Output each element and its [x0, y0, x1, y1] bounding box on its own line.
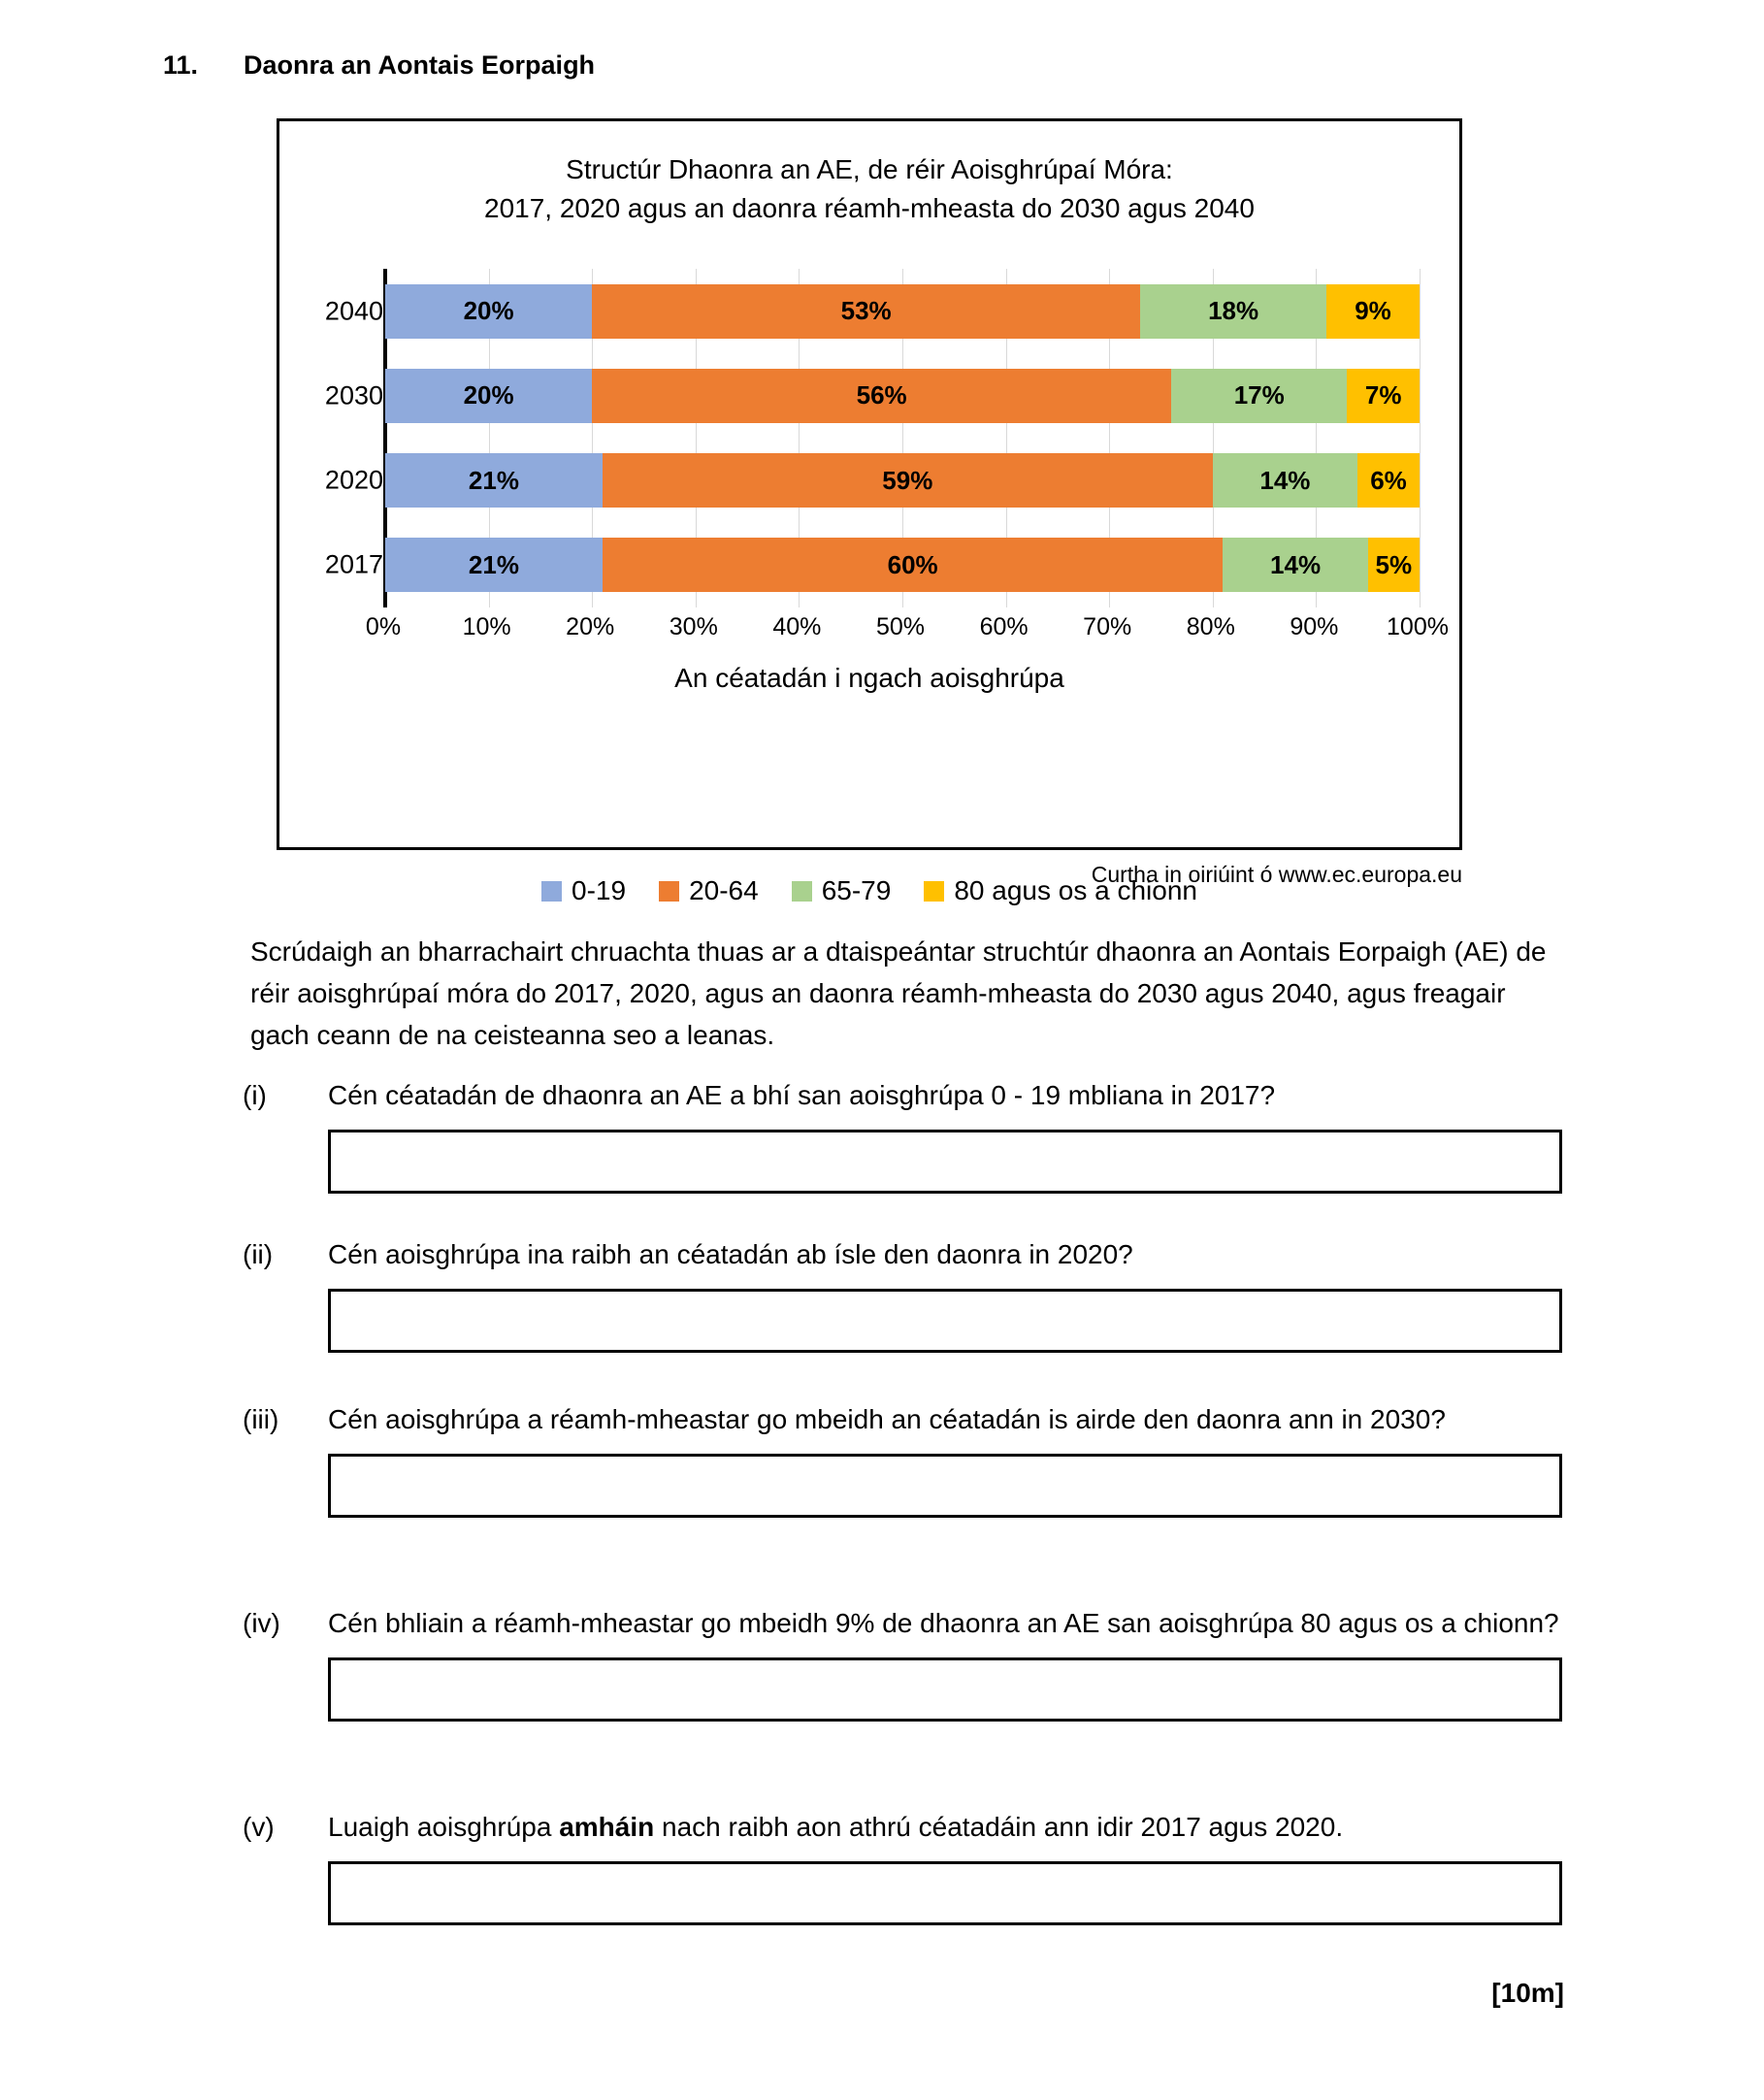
- question-text: Cén céatadán de dhaonra an AE a bhí san aoisghrúpa 0 - 19 mbliana in 2017?: [328, 1080, 1276, 1110]
- answer-box-ii[interactable]: [328, 1289, 1562, 1353]
- legend-label: 80 agus os a chionn: [954, 875, 1197, 905]
- bar-segment: 20%: [385, 284, 592, 339]
- category-label-2020: 2020: [324, 465, 383, 495]
- legend-label: 0-19: [572, 875, 627, 905]
- x-tick-label-80: 80%: [1186, 613, 1235, 640]
- question-label: (iv): [243, 1608, 280, 1638]
- bar-segment: 17%: [1171, 369, 1347, 423]
- question-text: Cén aoisghrúpa a réamh-mheastar go mbeidh an céatadán is airde den daonra ann in 2030?: [328, 1404, 1446, 1434]
- legend-label: 20-64: [689, 875, 759, 905]
- category-label-2040: 2040: [324, 296, 383, 326]
- x-tick-label-10: 10%: [462, 613, 511, 640]
- question-item-iv: [243, 1603, 1562, 1722]
- x-tick-label-20: 20%: [566, 613, 615, 640]
- answer-box-v[interactable]: [328, 1861, 1562, 1925]
- bar-segment: 21%: [385, 538, 603, 592]
- bar-segment: 20%: [385, 369, 592, 423]
- question-text-before-bold: Luaigh aoisghrúpa: [328, 1812, 560, 1842]
- bar-segment: 21%: [385, 453, 603, 508]
- answer-box-i[interactable]: [328, 1130, 1562, 1194]
- question-label: (i): [243, 1080, 267, 1110]
- category-label-2030: 2030: [324, 380, 383, 410]
- x-tick-label-90: 90%: [1290, 613, 1339, 640]
- question-label: (ii): [243, 1239, 274, 1269]
- chart-title-line-1: Structúr Dhaonra an AE, de réir Aoisghrúpaí Móra:: [566, 154, 1173, 184]
- question-line: [243, 1807, 1562, 1848]
- x-tick-label-70: 70%: [1083, 613, 1132, 640]
- bar-segment: 6%: [1357, 453, 1420, 508]
- question-item-iii: [243, 1399, 1562, 1518]
- question-text: [328, 1807, 1562, 1848]
- marks-allocation: [10m]: [1491, 1978, 1564, 2008]
- bar-segment: 14%: [1223, 538, 1367, 592]
- question-text-bold: amháin: [559, 1812, 655, 1842]
- bar-row-2020: [385, 453, 1420, 508]
- question-line: [243, 1234, 1562, 1275]
- chart-source: Curtha in oiriúint ó www.ec.europa.eu: [1091, 862, 1462, 887]
- x-tick-label-40: 40%: [772, 613, 822, 640]
- category-label-2017: 2017: [324, 549, 383, 579]
- question-label: (v): [243, 1812, 275, 1842]
- question-item-i: [243, 1075, 1562, 1194]
- question-text-after-bold: nach raibh aon athrú céatadáin ann idir 2017 agus 2020.: [654, 1812, 1344, 1842]
- bar-segment: 5%: [1368, 538, 1420, 592]
- question-line: [243, 1075, 1562, 1116]
- bar-segment: 14%: [1213, 453, 1357, 508]
- x-axis-title: An céatadán i ngach aoisghrúpa: [674, 663, 1064, 693]
- x-tick-label-100: 100%: [1387, 613, 1449, 640]
- question-line: [243, 1399, 1562, 1440]
- x-axis-ticks: [365, 613, 1449, 652]
- bar-segment: 59%: [603, 453, 1213, 508]
- bar-segment: 9%: [1326, 284, 1420, 339]
- x-tick-label-50: 50%: [875, 613, 926, 640]
- category-axis: [279, 269, 383, 607]
- question-item-ii: [243, 1234, 1562, 1353]
- question-header: [163, 50, 595, 81]
- chart-title: [279, 121, 1459, 228]
- question-item-v: [243, 1807, 1562, 1925]
- question-number: 11.: [163, 50, 199, 80]
- bar-segment: 56%: [592, 369, 1171, 423]
- gridline-100: [1420, 269, 1421, 607]
- bar-row-2040: [385, 284, 1420, 339]
- chart-title-line-2: 2017, 2020 agus an daonra réamh-mheasta do 2030 agus 2040: [484, 192, 1255, 223]
- intro-paragraph: Scrúdaigh an bharrachairt chruachta thuas ar a dtaispeántar struchtúr dhaonra an Aontais Eorpaigh (AE) de réir aoisghrúpaí móra do 2017, 2020, agus an daonra réamh-mheasta do 2030 agus 2040, agus freagair gach ceann de na ceisteanna seo a leanas.: [250, 936, 1547, 1050]
- answer-box-iii[interactable]: [328, 1454, 1562, 1518]
- question-line: [243, 1603, 1562, 1644]
- question-label: (iii): [243, 1404, 279, 1434]
- bar-row-2017: [385, 538, 1420, 592]
- plot-area: [383, 269, 1420, 607]
- bar-segment: 53%: [592, 284, 1140, 339]
- x-tick-label-30: 30%: [669, 613, 718, 640]
- bar-segment: 7%: [1347, 369, 1420, 423]
- x-tick-label-0: 0%: [365, 613, 402, 640]
- question-text: Cén bhliain a réamh-mheastar go mbeidh 9% de dhaonra an AE san aoisghrúpa 80 agus os a chionn?: [328, 1608, 1559, 1638]
- answer-box-iv[interactable]: [328, 1657, 1562, 1722]
- bar-segment: 60%: [603, 538, 1224, 592]
- legend-label: 65-79: [821, 875, 892, 905]
- x-tick-label-60: 60%: [979, 613, 1029, 640]
- page-title: Daonra an Aontais Eorpaigh: [244, 50, 596, 80]
- bar-segment: 18%: [1140, 284, 1326, 339]
- bar-row-2030: [385, 369, 1420, 423]
- question-text: Cén aoisghrúpa ina raibh an céatadán ab ísle den daonra in 2020?: [328, 1239, 1133, 1269]
